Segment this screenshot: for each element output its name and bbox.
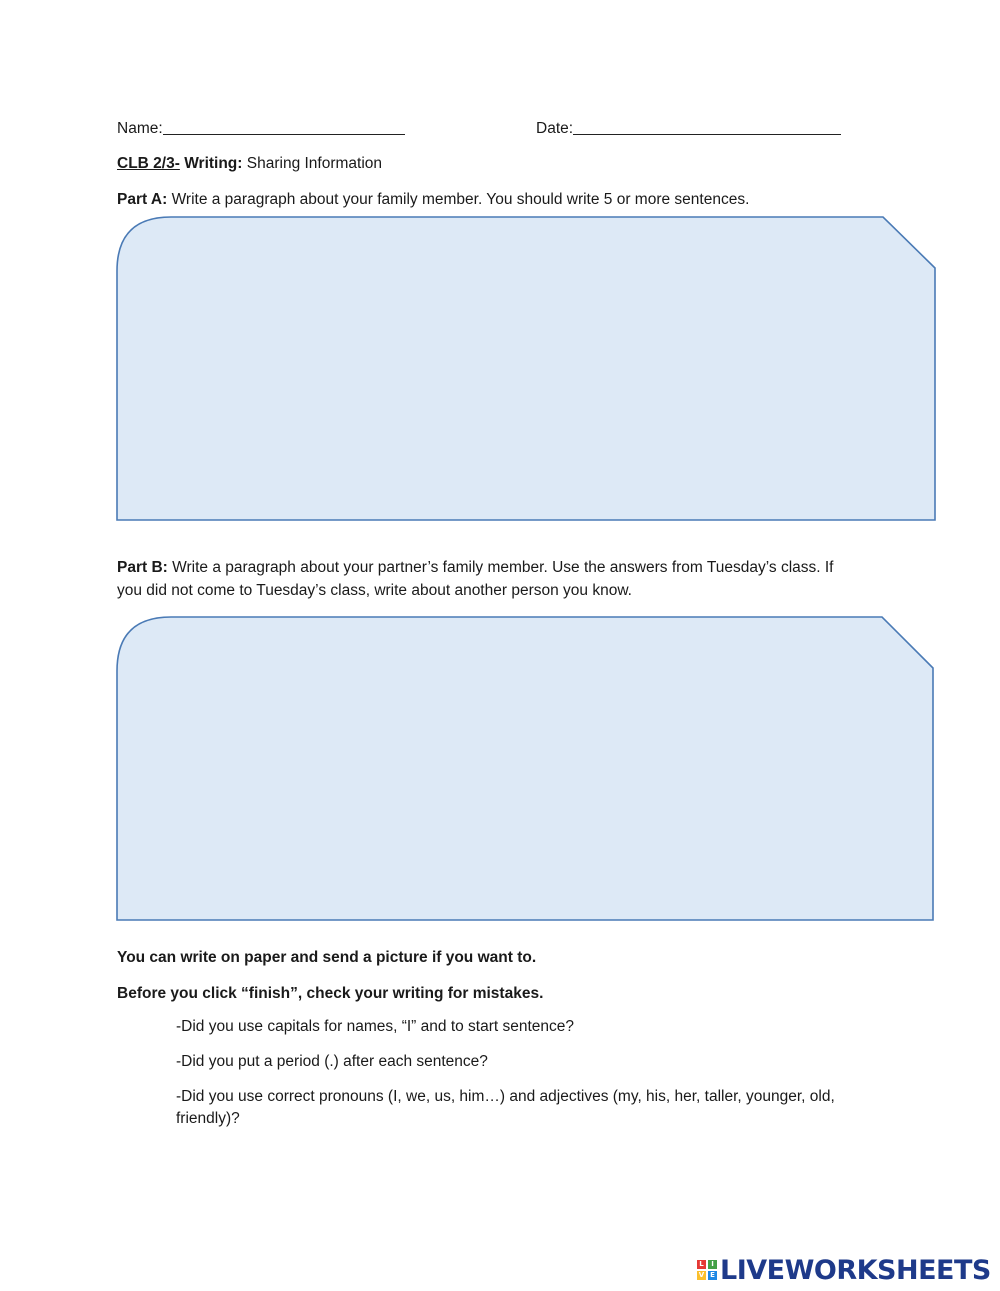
section-label: Writing:: [184, 155, 243, 172]
worksheet-title: [117, 155, 382, 173]
checklist-item-period: -Did you put a period (.) after each sentence?: [176, 1053, 488, 1070]
date-line[interactable]: [573, 120, 841, 135]
part-b-label: Part B:: [117, 559, 168, 576]
date-label: Date:: [536, 120, 574, 137]
part-a-prompt: [117, 191, 749, 209]
logo-text: LIVEWORKSHEETS: [720, 1254, 991, 1286]
paper-note-text: You can write on paper and send a picture if you want to.: [117, 949, 537, 966]
name-label: Name:: [117, 120, 163, 137]
logo-block-l: L: [697, 1260, 706, 1269]
part-b-textarea[interactable]: [128, 656, 912, 890]
part-b-text-2: you did not come to Tuesday’s class, write about another person you know.: [117, 582, 632, 599]
logo-block-v: V: [698, 1271, 705, 1279]
name-row: [117, 118, 405, 138]
part-b-prompt-line1: [117, 559, 833, 577]
part-a-textarea[interactable]: [128, 256, 912, 490]
liveworksheets-logo: [697, 1255, 991, 1285]
logo-block-e: E: [708, 1271, 717, 1280]
part-a-answer-box[interactable]: [116, 216, 938, 522]
check-note-text: Before you click “finish”, check your writing for mistakes.: [117, 985, 544, 1002]
checklist-item-pronouns: -Did you use correct pronouns (I, we, us, him…) and adjectives (my, his, her, taller, younger, old,: [176, 1088, 835, 1105]
logo-blocks-icon: [697, 1260, 717, 1280]
topic-text: Sharing Information: [246, 155, 383, 172]
logo-block-i: I: [708, 1260, 717, 1269]
course-code: CLB 2/3-: [117, 155, 180, 172]
name-line[interactable]: [163, 120, 405, 135]
part-b-prompt-line2: [117, 582, 632, 600]
checklist-item-capitals: -Did you use capitals for names, “I” and to start sentence?: [176, 1018, 575, 1035]
part-a-text: Write a paragraph about your family member. You should write 5 or more sentences.: [171, 191, 750, 208]
date-row: [536, 118, 841, 138]
part-b-answer-box[interactable]: [116, 616, 936, 922]
paper-note: [117, 949, 536, 967]
check-note: [117, 985, 543, 1003]
checklist-item-pronouns-cont: friendly)?: [176, 1110, 240, 1127]
part-b-text-1: Write a paragraph about your partner’s family member. Use the answers from Tuesday’s class. If: [172, 559, 834, 576]
part-a-label: Part A:: [117, 191, 168, 208]
